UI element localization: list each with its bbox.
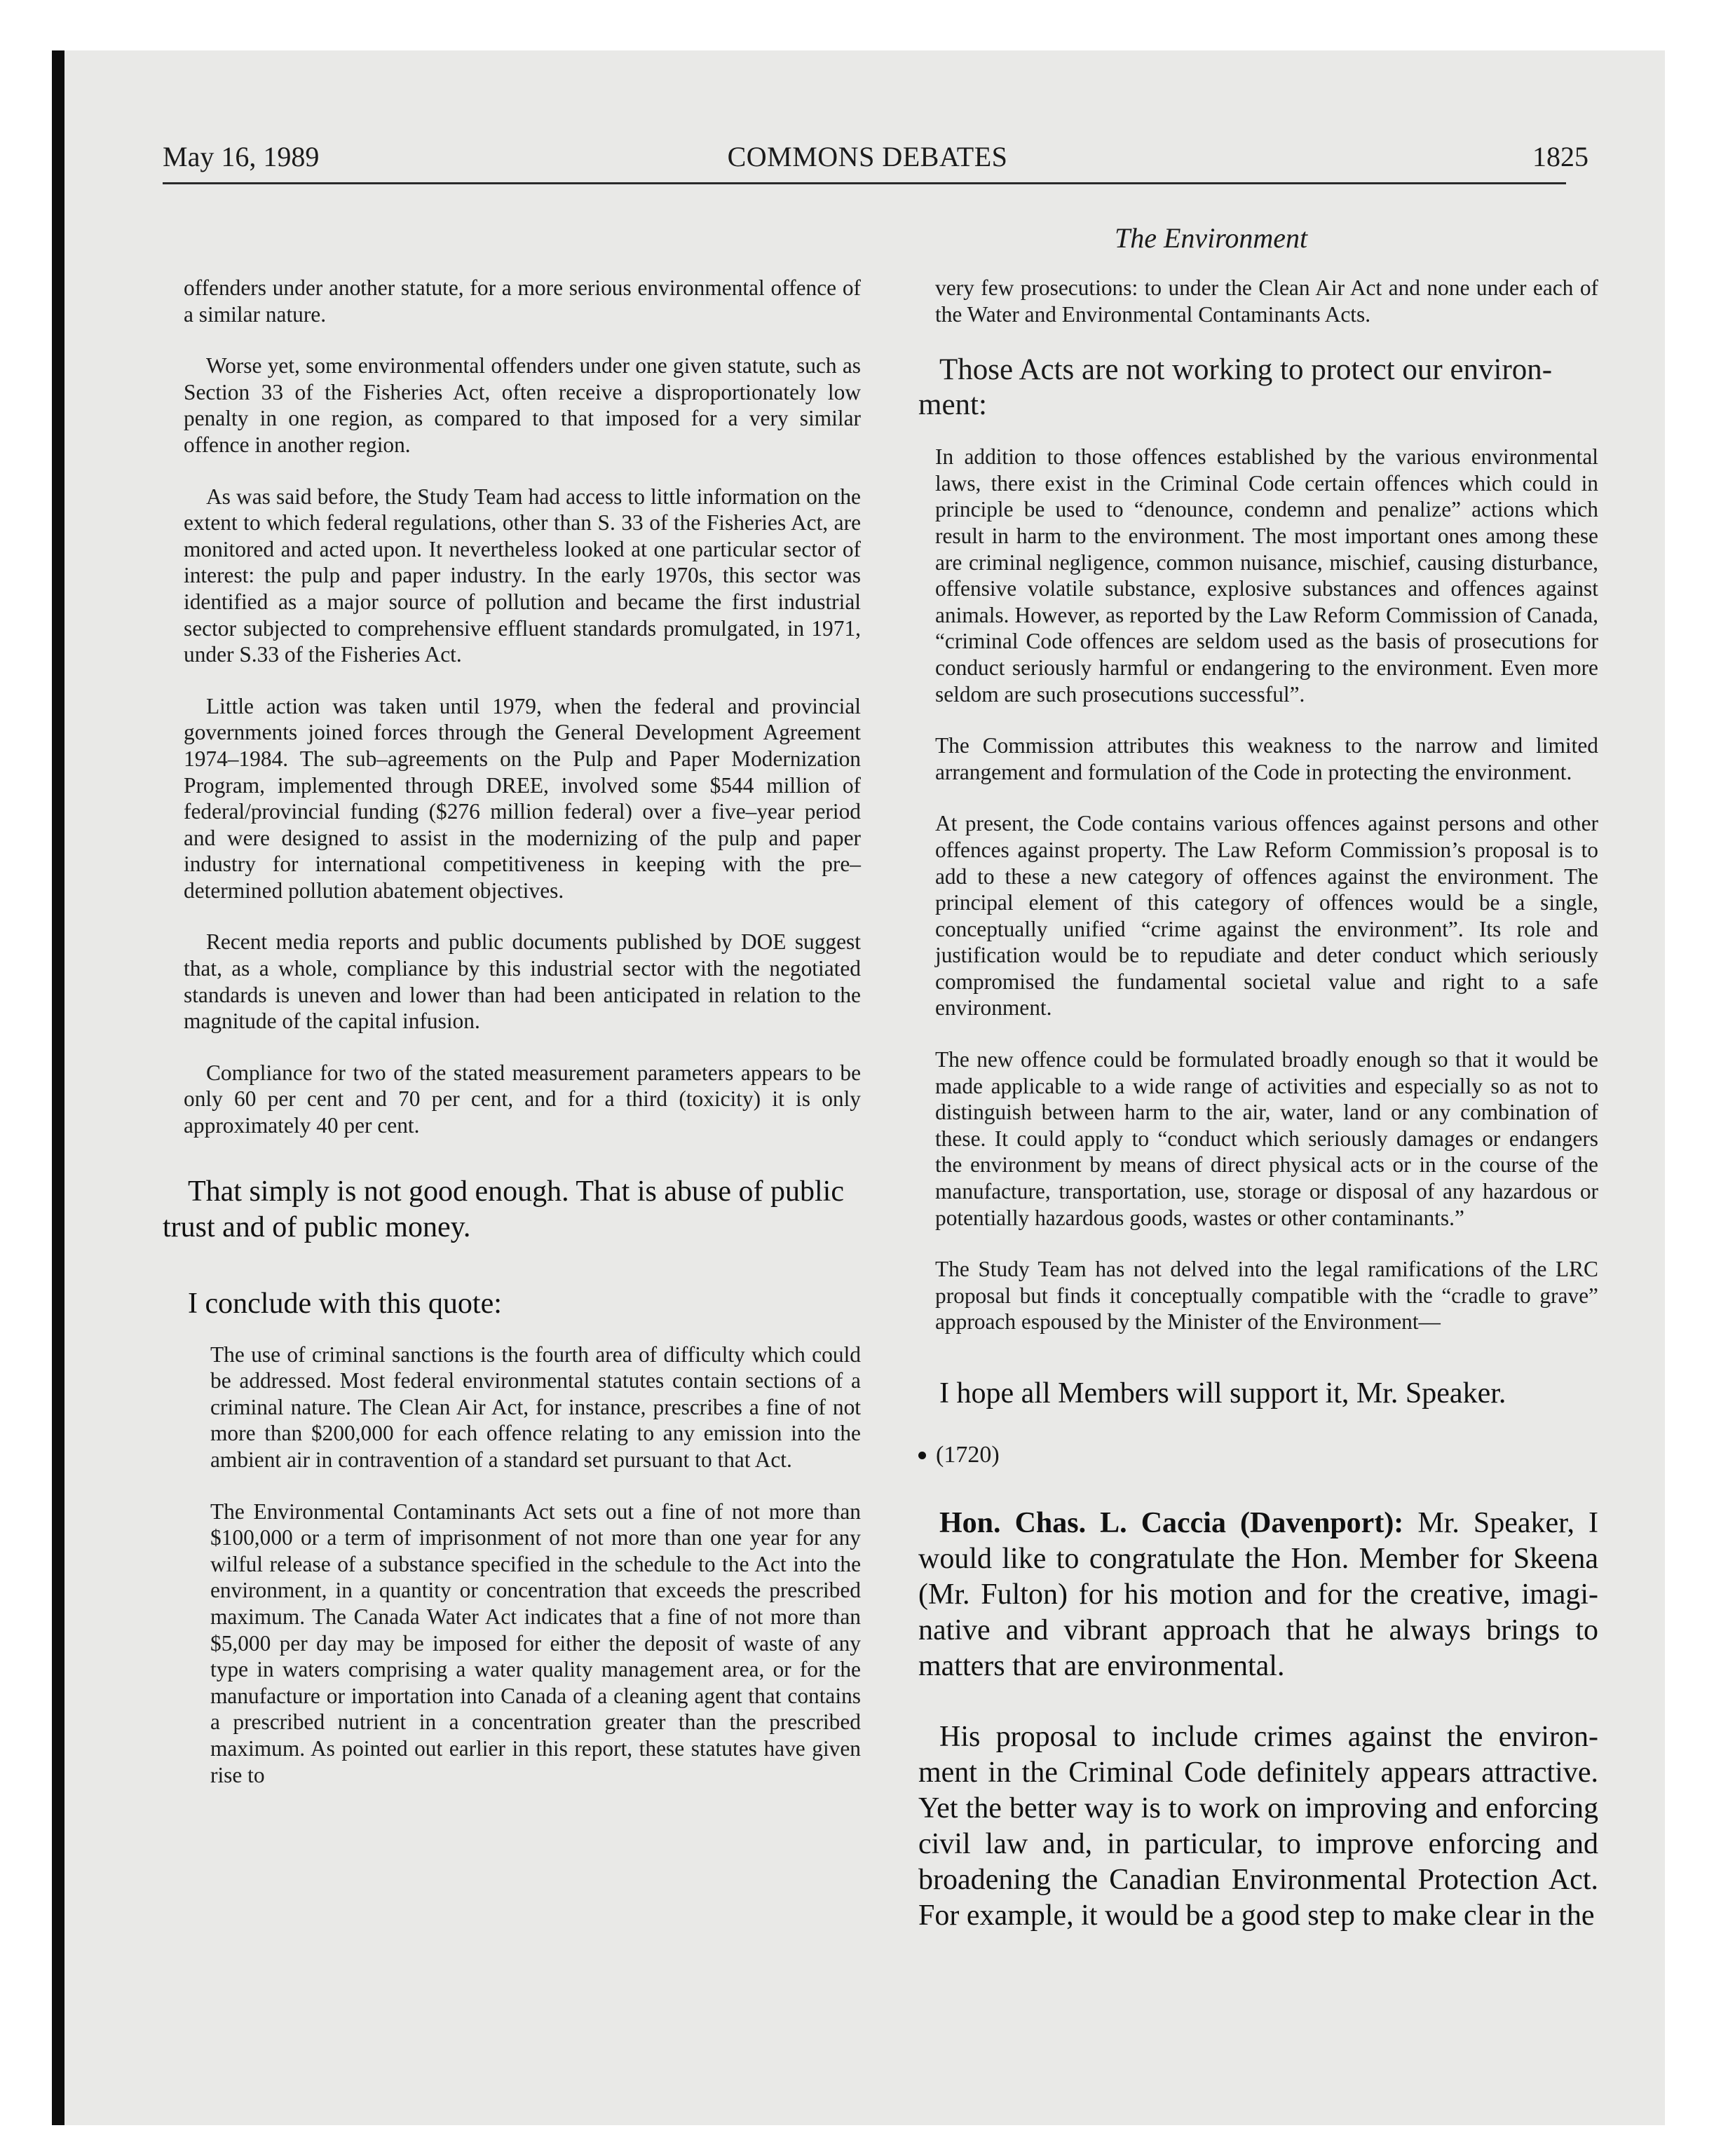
quote-paragraph: In addition to those offences established by the various environmental laws, there exist in the Criminal Code certain offences which could in principle be used to “denounce, condemn and penalize” actions which result in harm to the environment. The most important ones among these are criminal negligence, common nuisance, mischief, causing disturbance, offensive volatile substance, explosive substances and offences against animals. However, as reported by the Law Reform Commission of Canada, “criminal Code offences are seldom used as the basis of prosecutions for conduct seriously harmful or endangering to the environment. Even more seldom are such prosecutions successful”. — [935, 444, 1598, 707]
speaker-name: Hon. Chas. L. Caccia (Davenport): — [939, 1507, 1404, 1539]
quote-paragraph: At present, the Code contains various offences against persons and other offences against property. The Law Reform Commission’s proposal is to add to these a new category of offences against the environment. The principal element of this category of offences would be a single, conceptually unified “crime against the environment”. Its role and justification would be to repudiate and deter conduct which seriously compromised the fundamental societal value and right to a safe environment. — [935, 811, 1598, 1021]
scan-edge — [52, 50, 64, 2125]
right-column — [918, 275, 1599, 1934]
quote-paragraph: very few prosecutions: to under the Clean Air Act and none under each of the Water and Environmental Contaminants Acts. — [935, 275, 1598, 327]
quote-paragraph: The new offence could be formulated broadly enough so that it would be made applicable to a wide range of activities and especially so as not to distinguish between harm to the air, water, land or any combination of these. It could apply to “conduct which seriously damages or endangers the environment by means of direct physical acts or in the course of the manufacture, transportation, use, storage or disposal of any hazardous or potentially hazardous goods, wastes or other contaminants.” — [935, 1047, 1598, 1230]
paragraph: Little action was taken until 1979, when the federal and provincial governments joined forces through the General Development Agreement 1974–1984. The sub–agreements on the Pulp and Paper Modernization Program, implemented through DREE, involved some $544 million of federal/provincial funding ($276 million federal) over a five–year period and were designed to assist in the modernizing of the pulp and paper industry for international competitiveness in keeping with the pre–determined pollution abatement objectives. — [184, 693, 861, 903]
quote-paragraph: The Study Team has not delved into the legal ramifications of the LRC proposal but finds it conceptually compatible with the “cradle to grave” approach espoused by the Minister of the Environment— — [935, 1257, 1598, 1335]
header-page-number: 1825 — [1532, 141, 1588, 172]
paragraph: Compliance for two of the stated measurement parameters appears to be only 60 per cent and 70 per cent, and for a third (toxicity) it is only approximately 40 per cent. — [184, 1060, 861, 1138]
speech-paragraph: I hope all Members will support it, Mr. Speaker. — [939, 1377, 1506, 1410]
speech-paragraph: That simply is not good enough. That is abuse of public trust and of public money. — [163, 1175, 844, 1243]
speech-paragraph: I conclude with this quote: — [188, 1287, 502, 1320]
speech-paragraph — [918, 1506, 1598, 1684]
paragraph: As was said before, the Study Team had access to little information on the extent to which federal regulations, other than S. 33 of the Fisheries Act, are monitored and acted upon. It nevertheless looked at one particular sector of interest: the pulp and paper industry. In the early 1970s, this sector was identified as a major source of pollution and became the first industrial sector subjected to comprehensive effluent standards promulgated, in 1971, under S.33 of the Fisheries Act. — [184, 484, 861, 667]
bullet-icon — [918, 1452, 926, 1459]
speech-paragraph: Those Acts are not working to protect our environ- ment: — [918, 353, 1553, 422]
left-column — [163, 275, 861, 1788]
header-rule — [163, 182, 1566, 184]
speech-paragraph: His proposal to include crimes against the environ- ment in the Criminal Code definitely appears attractive. Yet the better way is to work on improving and enforcing civil law and, in particular, to improve enforcing and broadening the Canadian Environmental Protection Act. For example, it would be a good step to make clear in the — [918, 1721, 1598, 1932]
time-marker-text: (1720) — [936, 1442, 1000, 1468]
time-marker — [918, 1441, 1598, 1469]
header-publication: COMMONS DEBATES — [727, 141, 1008, 172]
paragraph: offenders under another statute, for a more serious environmental offence of a similar nature. — [184, 275, 861, 327]
paragraph: Recent media reports and public documents published by DOE suggest that, as a whole, compliance by this industrial sector with the negotiated standards is uneven and lower than had been anticipated in relation to the magnitude of the capital infusion. — [184, 929, 861, 1034]
quote-paragraph: The Environmental Contaminants Act sets out a fine of not more than $100,000 or a term of imprisonment of not more than one year for any wilful release of a substance specified in the schedule to the Act into the environment, in a quantity or concentration that exceeds the prescribed maximum. The Canada Water Act indicates that a fine of not more than $5,000 per day may be imposed for either the deposit of waste of any type in waters comprising a water quality management area, or for the manufacture or importation into Canada of a cleaning agent that contains a prescribed nutrient in a concentration greater than the prescribed maximum. As pointed out earlier in this report, these statutes have given rise to — [210, 1499, 861, 1787]
quote-paragraph: The use of criminal sanctions is the fourth area of difficulty which could be addressed. Most federal environmental statutes contain sections of a criminal nature. The Clean Air Act, for instance, prescribes a fine of not more than $200,000 for each offence relating to any emission into the ambient air in contravention of a standard set pursuant to that Act. — [210, 1342, 861, 1472]
section-title: The Environment — [1115, 222, 1308, 254]
speech-text: Mr. Speaker, I would like to congratulate the Hon. Member for Skeena (Mr. Fulton) for his motion and for the creative, imagi- native and vibrant approach that he always brings to matters that are environmental. — [918, 1507, 1599, 1682]
quote-paragraph: The Commission attributes this weakness to the narrow and limited arrangement and formulation of the Code in protecting the environment. — [935, 733, 1598, 784]
header-date: May 16, 1989 — [163, 141, 320, 172]
paragraph: Worse yet, some environmental offenders under one given statute, such as Section 33 of the Fisheries Act, often receive a disproportionately low penalty in one region, as compared to that imposed for a very similar offence in another region. — [184, 353, 861, 457]
